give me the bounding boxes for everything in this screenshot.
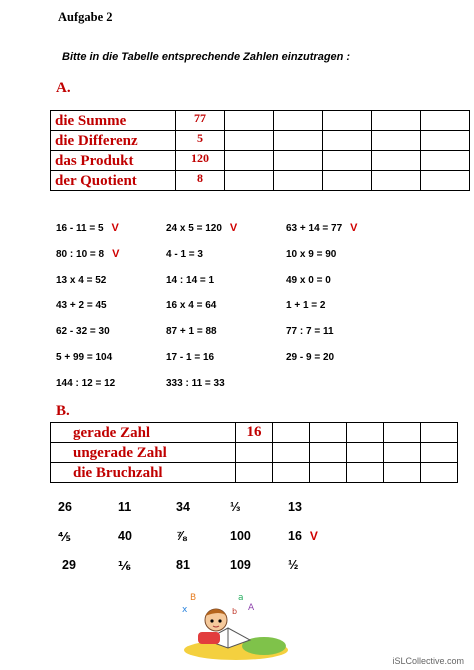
- table-row: [51, 111, 470, 131]
- answer-cell[interactable]: [310, 423, 347, 443]
- number-item: [62, 558, 84, 572]
- row-label: der Quotient: [51, 171, 176, 191]
- answer-cell[interactable]: [310, 463, 347, 483]
- equation-item: [286, 325, 342, 337]
- number-item: [230, 500, 248, 514]
- number-text: 34: [176, 500, 190, 514]
- check-mark: V: [229, 222, 238, 234]
- number-item: [118, 500, 139, 514]
- child-reading-illustration: [176, 588, 294, 664]
- equation-text: 43 + 2 = 45: [56, 300, 107, 312]
- answer-cell[interactable]: [421, 131, 470, 151]
- equation-item: [286, 222, 358, 234]
- number-text: ⅙: [118, 559, 131, 573]
- answer-cell[interactable]: [421, 171, 470, 191]
- equation-item: [166, 299, 224, 311]
- table-row: [51, 151, 470, 171]
- answer-cell[interactable]: [384, 443, 421, 463]
- number-item: [176, 529, 194, 543]
- row-label: die Bruchzahl: [51, 463, 236, 483]
- answer-cell[interactable]: [421, 111, 470, 131]
- equation-text: 14 : 14 = 1: [166, 274, 215, 286]
- answer-cell[interactable]: [323, 171, 372, 191]
- answer-cell[interactable]: [273, 443, 310, 463]
- number-item: [58, 500, 80, 514]
- answer-cell[interactable]: [347, 463, 384, 483]
- equation-text: 63 + 14 = 77: [286, 223, 343, 234]
- number-item: [176, 558, 198, 572]
- answer-cell[interactable]: [274, 171, 323, 191]
- equation-text: 333 : 11 = 33: [166, 377, 225, 389]
- answer-cell[interactable]: [225, 151, 274, 171]
- equation-text: 144 : 12 = 12: [56, 377, 116, 389]
- number-item: [288, 529, 318, 543]
- svg-text:x: x: [182, 605, 188, 615]
- answer-cell[interactable]: [273, 463, 310, 483]
- number-item: [230, 558, 259, 572]
- equation-text: 29 - 9 = 20: [286, 352, 335, 363]
- section-a-heading: A.: [56, 80, 71, 96]
- equation-item: [286, 274, 339, 286]
- equation-text: 4 - 1 = 3: [166, 248, 203, 260]
- row-label: die Summe: [51, 111, 176, 131]
- equation-text: 16 x 4 = 64: [166, 300, 217, 312]
- row-label: ungerade Zahl: [51, 443, 236, 463]
- equation-item: [286, 299, 333, 311]
- answer-cell[interactable]: [421, 423, 458, 443]
- equation-item: [56, 325, 118, 337]
- equation-item: [166, 351, 222, 363]
- equation-item: [166, 222, 237, 234]
- table-b: [50, 422, 458, 483]
- svg-text:A: A: [248, 603, 255, 613]
- number-item: [288, 558, 306, 572]
- number-text: 11: [118, 500, 132, 514]
- number-text: ⅓: [230, 500, 241, 514]
- number-text: ⅘: [58, 530, 71, 544]
- equation-item: [56, 222, 119, 234]
- equation-item: [56, 351, 120, 363]
- equation-text: 1 + 1 = 2: [286, 300, 326, 312]
- answer-cell[interactable]: [225, 131, 274, 151]
- answer-cell[interactable]: [274, 131, 323, 151]
- page-title: Aufgabe 2: [58, 10, 113, 24]
- number-item: [230, 529, 259, 543]
- answer-cell[interactable]: [274, 111, 323, 131]
- answer-cell[interactable]: [372, 171, 421, 191]
- answer-cell[interactable]: [372, 151, 421, 171]
- equation-text: 87 + 1 = 88: [166, 326, 217, 338]
- equation-item: [166, 274, 222, 286]
- answer-cell[interactable]: [384, 463, 421, 483]
- answer-cell[interactable]: [323, 131, 372, 151]
- equation-item: [286, 377, 294, 389]
- number-text: 81: [176, 558, 190, 572]
- equation-text: 17 - 1 = 16: [166, 352, 215, 363]
- number-text: ⅞: [176, 529, 187, 543]
- row-label: das Produkt: [51, 151, 176, 171]
- table-row: [51, 171, 470, 191]
- table-row: [51, 423, 458, 443]
- equation-text: 49 x 0 = 0: [286, 274, 331, 286]
- number-item: [176, 500, 198, 514]
- answer-cell[interactable]: [421, 151, 470, 171]
- watermark-footer: iSLCollective.com: [392, 656, 464, 666]
- row-label: die Differenz: [51, 131, 176, 151]
- equation-text: 5 + 99 = 104: [56, 352, 113, 363]
- number-text: 109: [230, 558, 251, 572]
- number-text: 13: [288, 500, 302, 514]
- answer-cell[interactable]: [236, 463, 273, 483]
- answer-cell[interactable]: [421, 463, 458, 483]
- answer-cell[interactable]: 16: [236, 423, 273, 443]
- equation-item: [166, 325, 225, 337]
- check-mark: V: [111, 222, 119, 234]
- number-item: [118, 558, 139, 573]
- answer-cell[interactable]: [372, 111, 421, 131]
- equation-text: 13 x 4 = 52: [56, 274, 107, 286]
- equation-item: [56, 248, 119, 260]
- number-text: ½: [288, 558, 299, 572]
- number-item: [58, 529, 79, 544]
- equation-text: 16 - 11 = 5: [56, 223, 104, 234]
- number-text: 29: [62, 558, 76, 572]
- equation-item: [286, 248, 344, 260]
- table-row: [51, 443, 458, 463]
- equation-item: [166, 377, 233, 389]
- check-mark: V: [350, 222, 358, 234]
- answer-cell[interactable]: [347, 443, 384, 463]
- equation-item: [166, 248, 211, 260]
- answer-cell[interactable]: [347, 423, 384, 443]
- number-text: 40: [118, 529, 132, 543]
- number-item: [288, 500, 310, 514]
- answer-cell[interactable]: [421, 443, 458, 463]
- svg-text:b: b: [232, 607, 238, 616]
- table-a: [50, 110, 470, 191]
- equation-text: 80 : 10 = 8: [56, 248, 105, 260]
- answer-cell[interactable]: 8: [176, 171, 225, 191]
- equation-item: [56, 377, 123, 389]
- answer-cell[interactable]: 5: [176, 131, 225, 151]
- equation-item: [56, 299, 115, 311]
- answer-cell[interactable]: [323, 111, 372, 131]
- table-row: [51, 131, 470, 151]
- svg-text:a: a: [238, 593, 244, 603]
- number-text: 16: [288, 529, 302, 543]
- section-b-heading: B.: [56, 403, 70, 419]
- answer-cell[interactable]: [273, 423, 310, 443]
- answer-cell[interactable]: [310, 443, 347, 463]
- number-text: 100: [230, 529, 251, 543]
- equation-text: 10 x 9 = 90: [286, 248, 337, 260]
- number-text: 26: [58, 500, 72, 514]
- instruction-text: Bitte in die Tabelle entsprechende Zahlen einzutragen :: [62, 51, 351, 63]
- equation-text: 24 x 5 = 120: [166, 223, 222, 234]
- table-row: [51, 463, 458, 483]
- answer-cell[interactable]: [384, 423, 421, 443]
- answer-cell[interactable]: [372, 131, 421, 151]
- answer-cell[interactable]: [225, 111, 274, 131]
- row-label: gerade Zahl: [51, 423, 236, 443]
- answer-cell[interactable]: [225, 171, 274, 191]
- check-mark: V: [112, 247, 120, 260]
- answer-cell[interactable]: 120: [176, 151, 225, 171]
- answer-cell[interactable]: [274, 151, 323, 171]
- svg-text:B: B: [190, 593, 197, 603]
- equation-item: [286, 351, 342, 363]
- check-mark: V: [309, 529, 318, 543]
- equation-text: 62 - 32 = 30: [56, 326, 110, 338]
- number-item: [118, 529, 140, 543]
- answer-cell[interactable]: 77: [176, 111, 225, 131]
- equation-item: [56, 274, 114, 286]
- answer-cell[interactable]: [323, 151, 372, 171]
- equation-text: 77 : 7 = 11: [286, 326, 334, 338]
- answer-cell[interactable]: [236, 443, 273, 463]
